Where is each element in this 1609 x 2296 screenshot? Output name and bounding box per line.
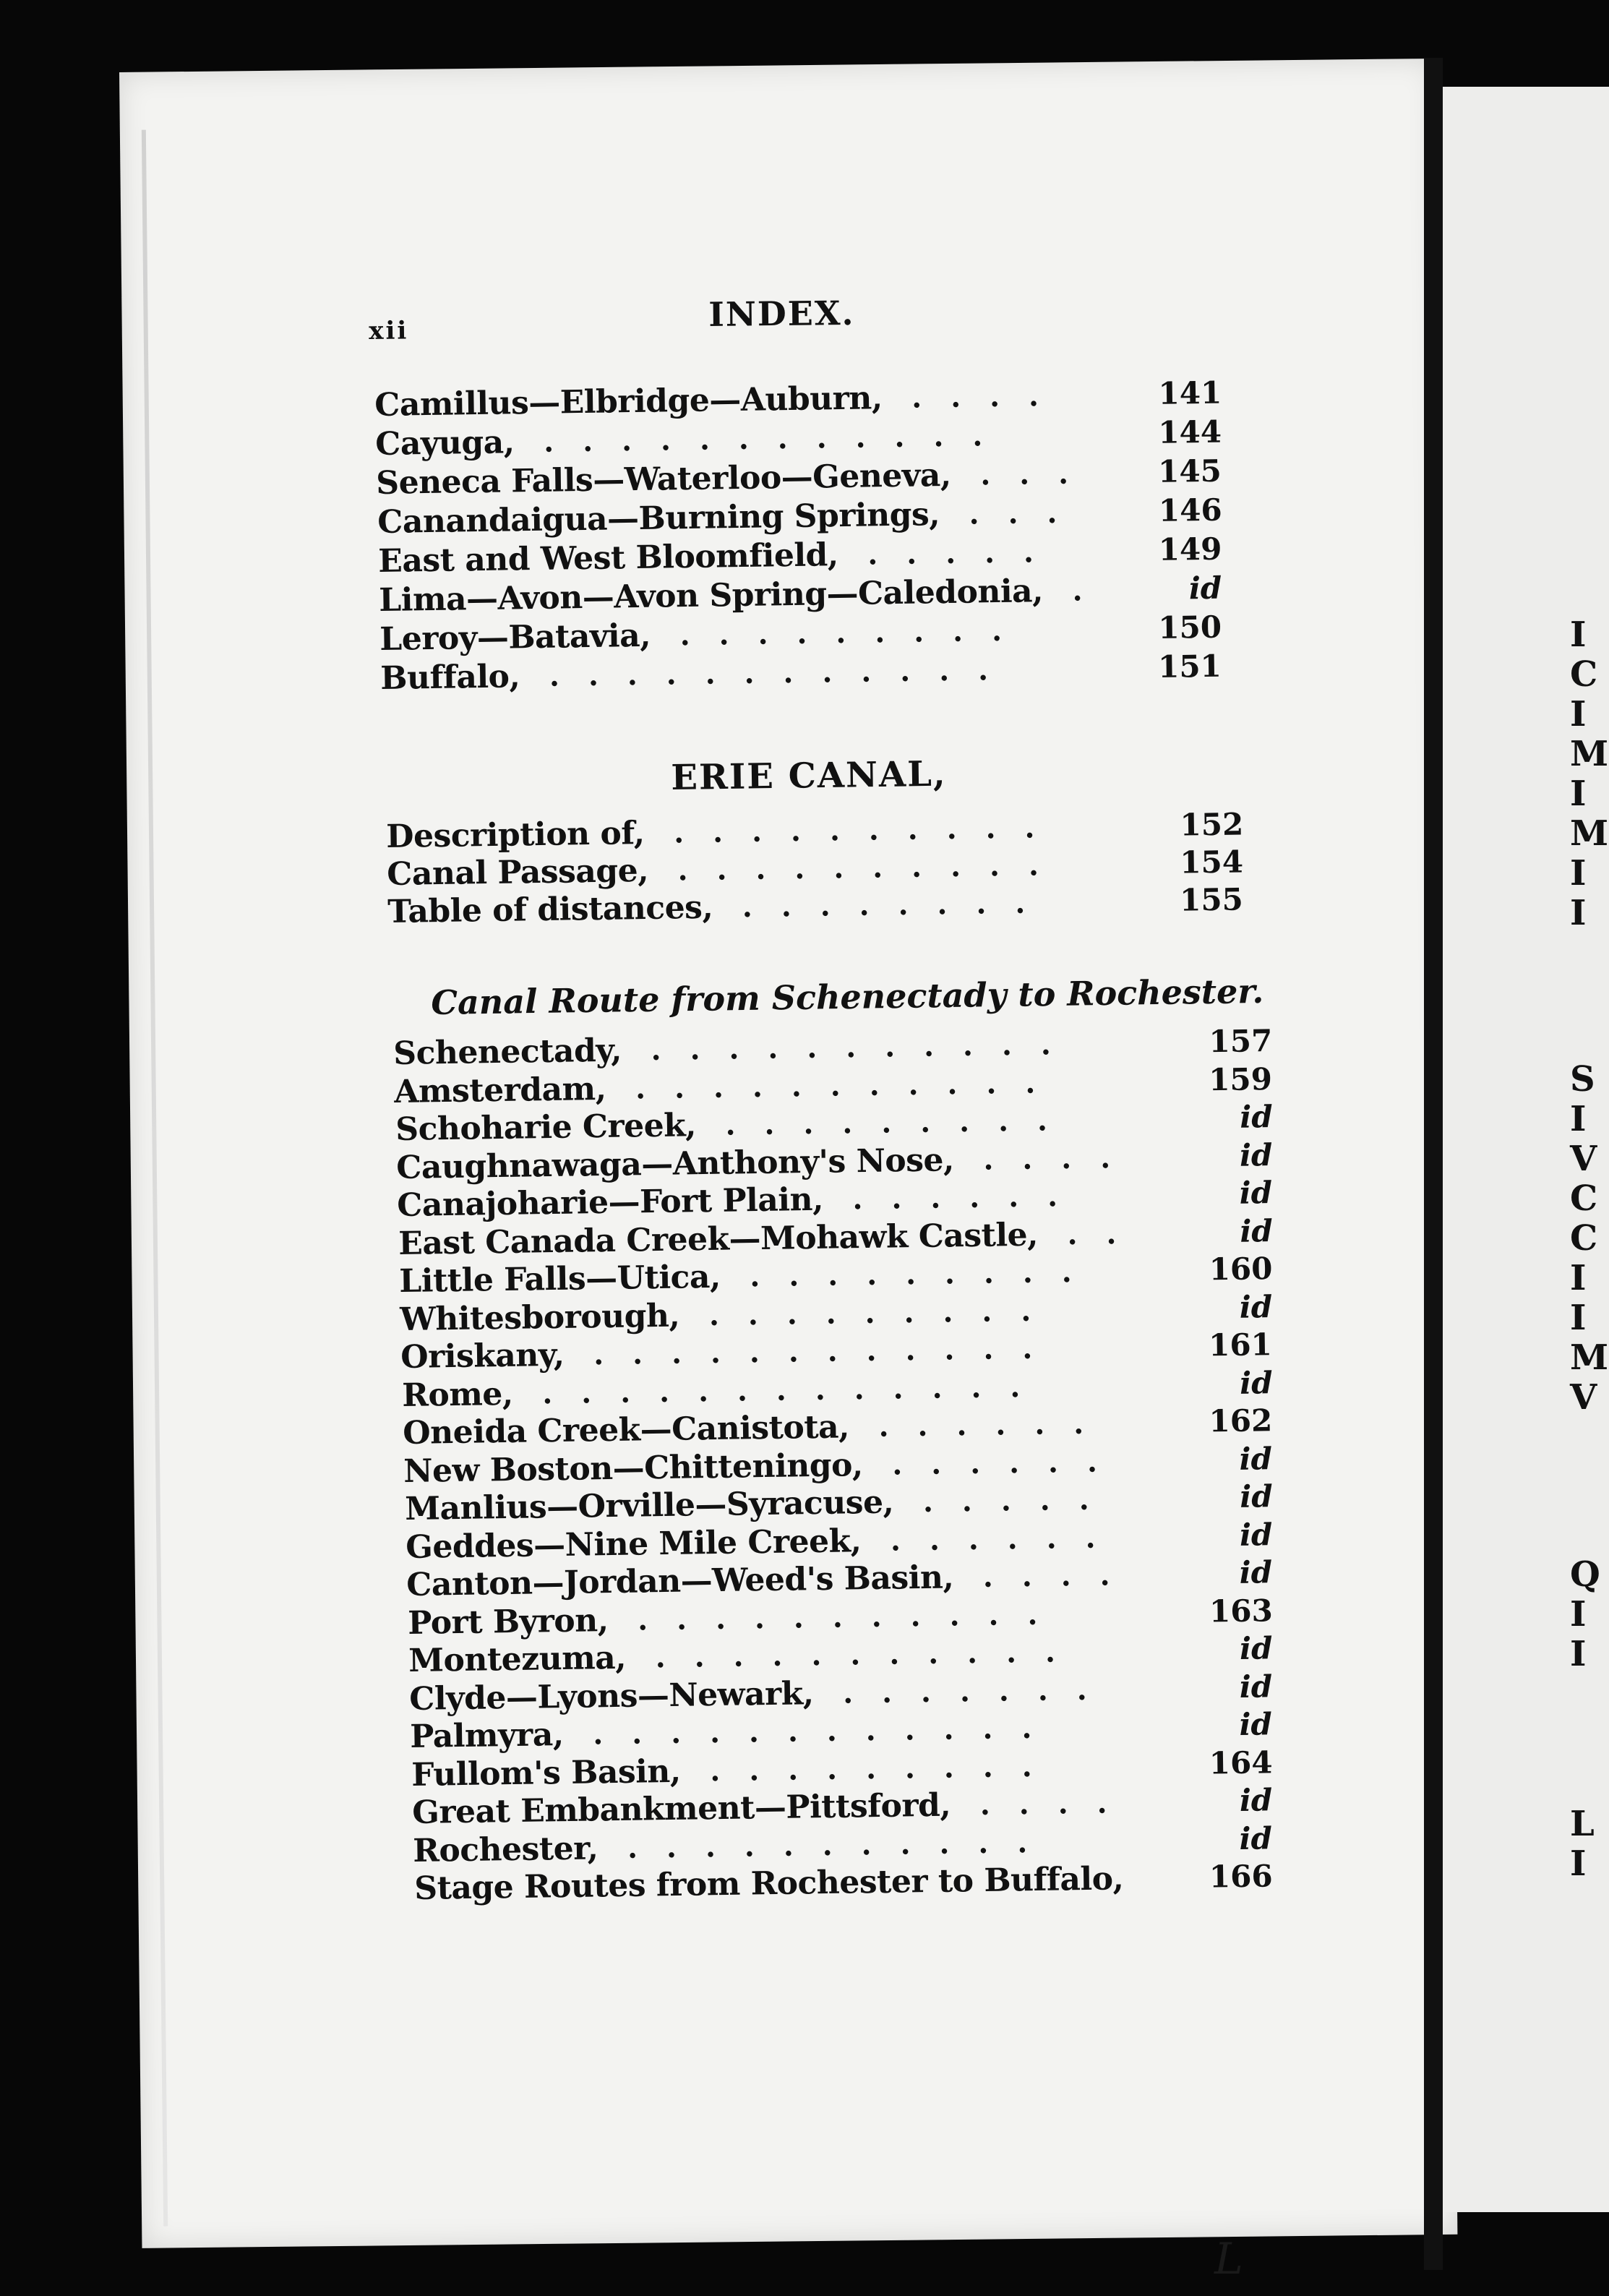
entry-page-number: id bbox=[1239, 1212, 1273, 1249]
entry-label: Camillus—Elbridge—Auburn, bbox=[374, 380, 883, 424]
facing-page-letter: S bbox=[1570, 1059, 1595, 1100]
dot-leader: ........... bbox=[635, 1065, 1065, 1105]
facing-page-letter: C bbox=[1570, 1218, 1598, 1259]
dot-leader: ....... bbox=[842, 1671, 1117, 1710]
entry-label: Schenectady, bbox=[393, 1032, 622, 1072]
dot-leader: ... bbox=[968, 495, 1086, 531]
entry-label: Manlius—Orville—Syracuse, bbox=[404, 1483, 894, 1528]
entry-label: Buffalo, bbox=[380, 658, 521, 697]
entry-page-number: 163 bbox=[1209, 1592, 1273, 1629]
entry-page-number: 151 bbox=[1158, 648, 1222, 685]
dot-leader: ..... bbox=[922, 1482, 1118, 1519]
entry-page-number: id bbox=[1239, 1440, 1273, 1477]
facing-page-letter: I bbox=[1570, 1298, 1587, 1338]
entry-page-number: id bbox=[1239, 1478, 1273, 1515]
dot-leader: ............. bbox=[541, 1369, 1050, 1410]
dot-leader: ........... bbox=[627, 1825, 1057, 1865]
entry-page-number: 141 bbox=[1158, 374, 1222, 411]
entry-label: Montezuma, bbox=[408, 1639, 627, 1679]
entry-page-number: id bbox=[1239, 1288, 1273, 1325]
entry-label: Leroy—Batavia, bbox=[379, 617, 651, 658]
facing-page-letter: C bbox=[1570, 1178, 1598, 1219]
facing-page-letter: I bbox=[1570, 1258, 1587, 1298]
entry-label: Seneca Falls—Waterloo—Geneva, bbox=[376, 456, 952, 502]
entry-label: New Boston—Chitteningo, bbox=[403, 1446, 864, 1490]
entry-label: Canal Passage, bbox=[387, 852, 649, 893]
entry-page-number: id bbox=[1239, 1668, 1273, 1705]
section-heading-canal-route: Canal Route from Schenectady to Rochester. bbox=[431, 971, 1264, 1022]
facing-page-letter: I bbox=[1570, 694, 1587, 734]
entry-label: Table of distances, bbox=[387, 888, 713, 930]
facing-page-letter: I bbox=[1570, 1594, 1587, 1635]
entry-label: Great Embankment—Pittsford, bbox=[412, 1786, 951, 1831]
entry-label: Schoharie Creek, bbox=[395, 1107, 696, 1148]
entry-page-number: id bbox=[1239, 1099, 1273, 1135]
facing-page-letter: V bbox=[1570, 1377, 1597, 1418]
dot-leader: . bbox=[1072, 573, 1112, 608]
entry-label: Oriskany, bbox=[400, 1336, 565, 1376]
entry-label: Little Falls—Utica, bbox=[398, 1258, 721, 1300]
entry-page-number: 146 bbox=[1158, 492, 1222, 528]
entry-page-number: 144 bbox=[1158, 414, 1222, 450]
dot-leader: ...... bbox=[890, 1520, 1125, 1558]
facing-page-letter: M bbox=[1570, 813, 1609, 854]
dot-leader: ............ bbox=[593, 1331, 1062, 1372]
entry-page-number: 154 bbox=[1180, 844, 1244, 881]
entry-page-number: 149 bbox=[1158, 531, 1222, 567]
entry-label: Stage Routes from Rochester to Buffalo, bbox=[413, 1860, 1124, 1907]
dot-leader: ........ bbox=[742, 886, 1055, 925]
entry-label: Port Byron, bbox=[407, 1601, 609, 1642]
facing-page-letter: M bbox=[1570, 734, 1609, 774]
dot-leader: ........... bbox=[637, 1596, 1067, 1637]
entry-page-number: id bbox=[1239, 1706, 1273, 1742]
entry-page-number: 166 bbox=[1209, 1858, 1273, 1895]
dot-leader: ......... bbox=[708, 1293, 1060, 1332]
dot-leader: ... bbox=[980, 456, 1098, 492]
entry-label: Description of, bbox=[386, 815, 645, 855]
entry-label: Geddes—Nine Mile Creek, bbox=[405, 1522, 862, 1566]
dot-leader: ......... bbox=[679, 613, 1031, 653]
entry-label: Canajoharie—Fort Plain, bbox=[397, 1181, 824, 1224]
dot-leader: ........... bbox=[651, 1027, 1081, 1068]
dot-leader: .... bbox=[911, 378, 1068, 415]
entry-page-number: 159 bbox=[1209, 1061, 1273, 1097]
entry-page-number: id bbox=[1239, 1364, 1273, 1401]
entry-label: Amsterdam, bbox=[394, 1070, 607, 1110]
section-heading-erie-canal: ERIE CANAL, bbox=[671, 753, 947, 798]
entry-label: Lima—Avon—Avon Spring—Caledonia, bbox=[379, 573, 1044, 619]
entry-label: Rome, bbox=[401, 1375, 513, 1414]
dot-leader: ......... bbox=[724, 1102, 1076, 1142]
page-number: xii bbox=[369, 316, 409, 346]
entry-label: Canton—Jordan—Weed's Basin, bbox=[406, 1559, 954, 1603]
entry-page-number: id bbox=[1239, 1630, 1273, 1666]
dot-leader: ..... bbox=[867, 534, 1063, 572]
facing-page-letter: I bbox=[1570, 853, 1587, 894]
entry-page-number: 150 bbox=[1158, 609, 1222, 646]
dot-leader: .... bbox=[982, 1140, 1140, 1177]
facing-page-letter: I bbox=[1570, 1843, 1587, 1884]
entry-label: Caughnawaga—Anthony's Nose, bbox=[395, 1141, 955, 1186]
facing-page-letter: C bbox=[1570, 654, 1598, 695]
entry-page-number: id bbox=[1239, 1554, 1273, 1590]
facing-page-letter: I bbox=[1570, 1099, 1587, 1139]
entry-page-number: 155 bbox=[1180, 881, 1244, 918]
entry-page-number: 145 bbox=[1158, 453, 1222, 489]
running-head: INDEX. bbox=[708, 293, 855, 334]
entry-page-number: id bbox=[1239, 1136, 1273, 1173]
facing-page-letter: I bbox=[1570, 774, 1587, 814]
handwritten-mark: L bbox=[1214, 2234, 1243, 2284]
facing-page-letter: I bbox=[1570, 1634, 1587, 1674]
facing-page-letter: M bbox=[1570, 1337, 1609, 1378]
entry-label: Palmyra, bbox=[410, 1716, 565, 1755]
dot-leader: .......... bbox=[677, 847, 1068, 888]
facing-page-letter: L bbox=[1570, 1804, 1595, 1844]
entry-page-number: 152 bbox=[1180, 806, 1244, 843]
entry-page-number: id bbox=[1239, 1516, 1273, 1553]
dot-leader: .. bbox=[1066, 1216, 1146, 1251]
entry-label: Clyde—Lyons—Newark, bbox=[409, 1674, 814, 1718]
dot-leader: ...... bbox=[852, 1178, 1087, 1217]
entry-page-number: id bbox=[1239, 1820, 1273, 1856]
facing-page-letter: Q bbox=[1570, 1554, 1600, 1595]
entry-label: Oneida Creek—Canistota, bbox=[403, 1408, 850, 1452]
entry-label: Cayuga, bbox=[375, 424, 515, 463]
entry-label: Whitesborough, bbox=[400, 1297, 680, 1338]
entry-page-number: 160 bbox=[1209, 1251, 1273, 1288]
entry-label: Canandaigua—Burning Springs, bbox=[377, 496, 940, 541]
dot-leader: ......... bbox=[749, 1254, 1101, 1294]
entry-page-number: id bbox=[1188, 570, 1222, 607]
dot-leader: .......... bbox=[673, 810, 1064, 850]
facing-page-letter: I bbox=[1570, 614, 1587, 655]
entry-label: Rochester, bbox=[413, 1829, 599, 1869]
dot-leader: ...... bbox=[878, 1406, 1113, 1444]
dot-leader: .... bbox=[979, 1786, 1136, 1822]
dot-leader: ............ bbox=[549, 652, 1018, 693]
facing-page-letter: I bbox=[1570, 893, 1587, 933]
entry-page-number: 162 bbox=[1209, 1402, 1273, 1439]
dot-leader: ............ bbox=[593, 1710, 1062, 1752]
entry-page-number: 161 bbox=[1209, 1327, 1273, 1363]
dot-leader: ............ bbox=[544, 418, 1012, 459]
dot-leader: ........... bbox=[655, 1634, 1084, 1675]
entry-label: Fullom's Basin, bbox=[411, 1752, 681, 1794]
facing-page-letter: V bbox=[1570, 1139, 1597, 1179]
entry-label: East and West Bloomfield, bbox=[377, 536, 838, 580]
entry-page-number: 164 bbox=[1209, 1744, 1273, 1781]
dot-leader: ......... bbox=[709, 1748, 1061, 1788]
entry-page-number: id bbox=[1239, 1782, 1273, 1819]
entry-page-number: 157 bbox=[1209, 1023, 1273, 1060]
entry-label: East Canada Creek—Mohawk Castle, bbox=[398, 1216, 1038, 1262]
dot-leader: .... bbox=[982, 1557, 1140, 1594]
entry-page-number: id bbox=[1239, 1175, 1273, 1211]
dot-leader: ...... bbox=[892, 1444, 1127, 1482]
